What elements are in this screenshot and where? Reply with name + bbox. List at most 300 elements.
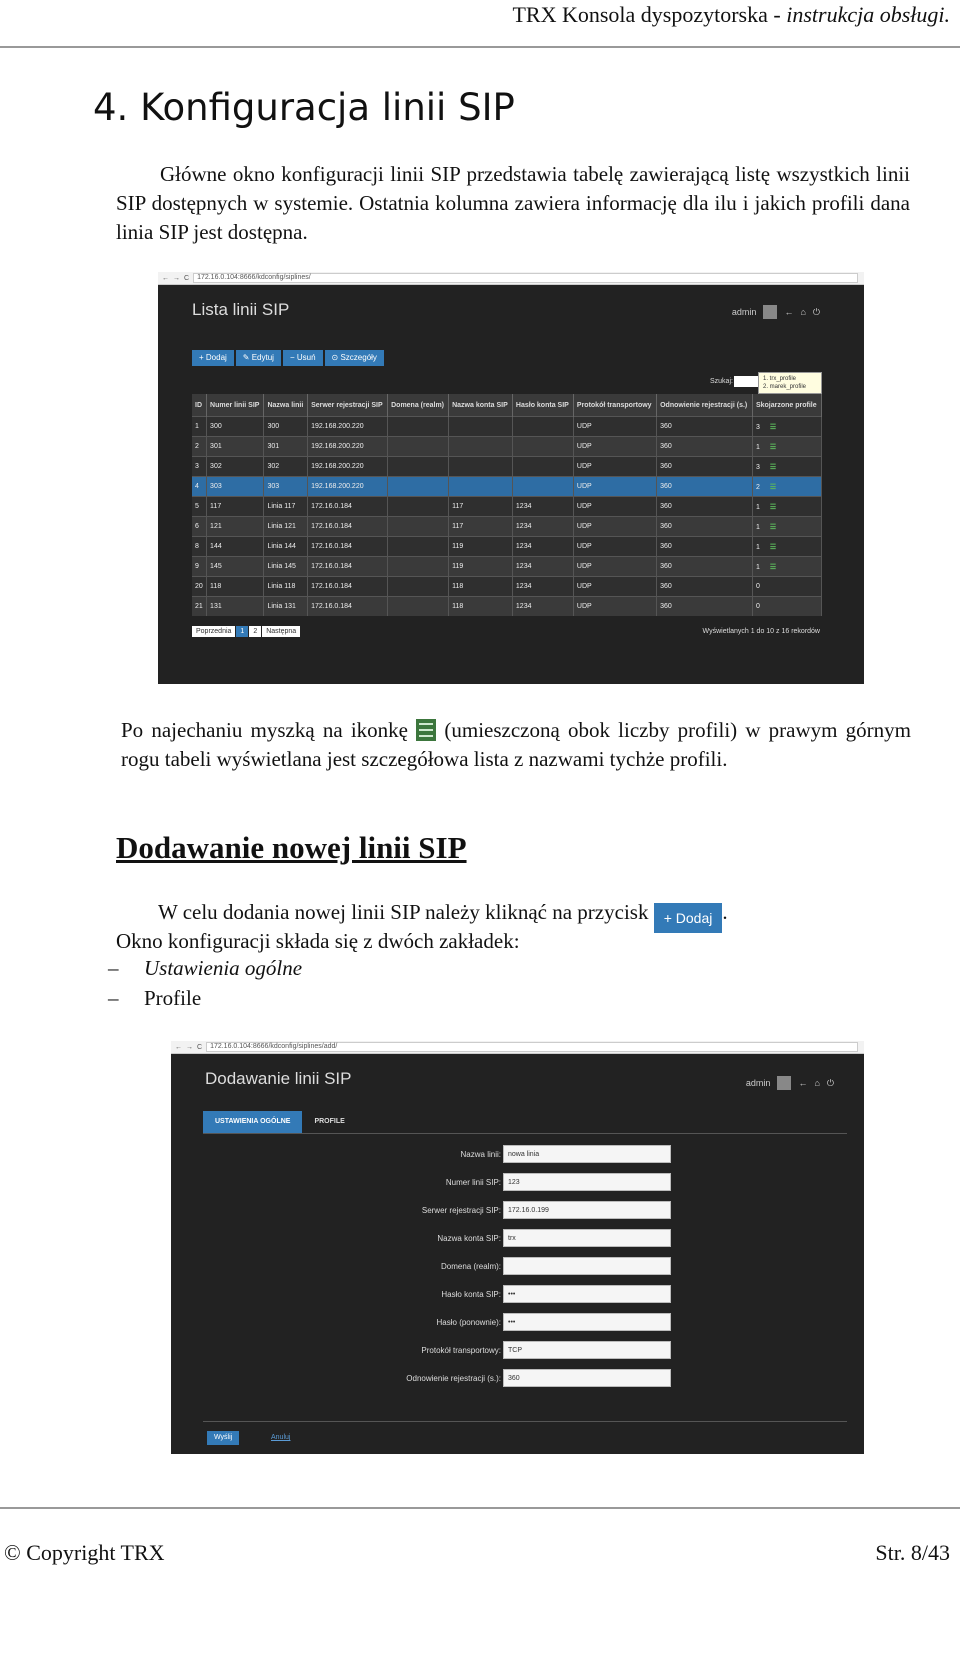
column-header[interactable]: Domena (realm) (388, 394, 449, 417)
table-cell (192, 557, 207, 577)
cell-text: 300 (267, 423, 280, 430)
cell-text: 301 (210, 443, 222, 450)
cell-text: UDP (576, 503, 592, 510)
list-item (108, 986, 202, 1011)
table-cell (308, 477, 388, 497)
table-row[interactable] (192, 417, 822, 437)
tab-general[interactable]: USTAWIENIA OGÓLNE (203, 1111, 302, 1133)
cell-text: 2 (195, 443, 199, 450)
page-1[interactable]: 1 (236, 626, 248, 637)
profiles-list-icon[interactable]: ☰ (769, 523, 777, 531)
table-cell (207, 537, 264, 557)
screenshot-add-line (171, 1041, 864, 1454)
table-cell (512, 437, 573, 457)
table-cell (207, 497, 264, 517)
cell-text: 6 (195, 523, 199, 530)
table-cell (192, 497, 207, 517)
cell-text: 360 (660, 443, 672, 450)
cell-text: 4 (195, 483, 199, 490)
profiles-list-icon[interactable]: ☰ (769, 563, 777, 571)
column-header[interactable]: Protokół transportowy (573, 394, 656, 417)
table-cell (264, 537, 308, 557)
table-cell (264, 417, 308, 437)
table-cell (449, 517, 513, 537)
cell-text: 118 (210, 583, 222, 590)
header-title: TRX Konsola dyspozytorska - (512, 2, 787, 27)
table-cell (308, 417, 388, 437)
cell-text: Linia 144 (267, 543, 296, 550)
field-label: Domena (realm): (440, 1262, 501, 1271)
table-cell (192, 477, 207, 497)
table-cell (449, 437, 513, 457)
table-cell (512, 597, 573, 617)
screen-title: Dodawanie linii SIP (205, 1069, 352, 1088)
field-label: Numer linii SIP: (445, 1178, 501, 1187)
header-title-italic: instrukcja obsługi. (786, 2, 950, 27)
column-header[interactable]: ID (192, 394, 207, 417)
cell-text: 1234 (515, 503, 532, 510)
table-cell (752, 597, 821, 617)
page-header (512, 2, 950, 28)
table-cell (752, 477, 821, 497)
cell-text: 303 (267, 483, 280, 490)
table-cell (308, 557, 388, 577)
footer-rule (0, 1507, 960, 1509)
field-label: Protokół transportowy: (421, 1346, 501, 1355)
table-cell (573, 437, 656, 457)
form-row (171, 1257, 864, 1277)
cell-text: UDP (576, 483, 592, 490)
edit-button[interactable]: ✎ Edytuj (236, 350, 281, 366)
cell-text: UDP (576, 543, 592, 550)
table-cell (192, 537, 207, 557)
table-row[interactable] (192, 557, 822, 577)
add-button[interactable]: + Dodaj (192, 350, 234, 366)
table-cell (657, 597, 753, 617)
table-row[interactable] (192, 577, 822, 597)
list-icon (416, 719, 436, 741)
table-cell (207, 477, 264, 497)
table-row[interactable] (192, 437, 822, 457)
table-cell (449, 457, 513, 477)
cell-text: 360 (660, 563, 672, 570)
profiles-list-icon[interactable]: ☰ (769, 443, 777, 451)
user-name: admin (745, 1078, 771, 1088)
cell-text: 121 (210, 523, 222, 530)
cell-text: 303 (210, 483, 222, 490)
cell-text: 117 (452, 523, 464, 530)
cell-text: 0 (755, 583, 760, 590)
cell-text: 21 (195, 603, 203, 610)
list-item-text: Ustawienia ogólne (144, 956, 303, 980)
table-cell (264, 517, 308, 537)
cell-text: 1234 (515, 543, 532, 550)
table-cell (573, 477, 656, 497)
cell-text: 1234 (515, 603, 532, 610)
table-cell (192, 517, 207, 537)
footer-page-number: Str. 8/43 (875, 1540, 950, 1565)
profiles-list-icon[interactable]: ☰ (769, 543, 777, 551)
field-input[interactable]: nowa linia (503, 1145, 671, 1163)
cell-text: 3 (755, 463, 760, 471)
cell-text: 117 (452, 503, 464, 510)
table-cell (752, 577, 821, 597)
cell-text: 172.16.0.184 (311, 563, 352, 570)
screen-title: Lista linii SIP (192, 300, 290, 319)
table-cell (308, 497, 388, 517)
table-cell (388, 597, 449, 617)
add-button-illustration: + Dodaj (654, 903, 723, 933)
table-cell (264, 597, 308, 617)
cell-text: 145 (210, 563, 222, 570)
field-label: Hasło (ponownie): (436, 1318, 501, 1327)
cell-text: 118 (452, 583, 464, 590)
cell-text: Linia 118 (267, 583, 296, 590)
records-info: Wyświetlanych 1 do 10 z 16 rekordów (702, 628, 820, 635)
table-cell (388, 517, 449, 537)
cell-text: 118 (452, 603, 464, 610)
table-cell (388, 477, 449, 497)
section-title: 4. Konfiguracja linii SIP (93, 86, 515, 129)
table-cell (207, 417, 264, 437)
details-button[interactable]: ⊙ Szczegóły (325, 350, 384, 366)
table-cell (752, 537, 821, 557)
cell-text: 172.16.0.184 (311, 503, 352, 510)
footer-copyright: © Copyright TRX (4, 1540, 165, 1565)
table-cell (192, 457, 207, 477)
column-header[interactable]: Nazwa linii (264, 394, 308, 417)
subsection-title: Dodawanie nowej linii SIP (116, 830, 467, 865)
delete-button[interactable]: − Usuń (283, 350, 323, 366)
table-cell (512, 477, 573, 497)
table-cell (752, 517, 821, 537)
table-cell (657, 557, 753, 577)
table-cell (207, 577, 264, 597)
table-cell (192, 417, 207, 437)
cell-text: 8 (195, 543, 199, 550)
cell-text: 117 (210, 503, 222, 510)
table-cell (512, 557, 573, 577)
cell-text: 360 (660, 423, 672, 430)
form-area (171, 1145, 864, 1395)
cell-text: 1 (755, 523, 760, 531)
table-cell (308, 597, 388, 617)
field-input[interactable]: trx (503, 1229, 671, 1247)
profiles-tooltip (758, 372, 822, 394)
cell-text: 302 (210, 463, 222, 470)
table-cell (512, 517, 573, 537)
form-row (171, 1369, 864, 1389)
table-cell (512, 497, 573, 517)
reload-icon: C (184, 274, 190, 282)
table-cell (207, 457, 264, 477)
address-bar: 172.16.0.104:8666/kdconfig/siplines/add/ (206, 1042, 858, 1052)
table-row[interactable] (192, 477, 822, 497)
table-row[interactable] (192, 457, 822, 477)
cell-text: 172.16.0.184 (311, 583, 352, 590)
cell-text: 360 (660, 463, 672, 470)
table-cell (573, 497, 656, 517)
cell-text: 302 (267, 463, 280, 470)
cell-text: UDP (576, 423, 592, 430)
table-cell (308, 517, 388, 537)
form-row (171, 1145, 864, 1165)
table-cell (192, 597, 207, 617)
table-cell (449, 417, 513, 437)
column-header[interactable]: Odnowienie rejestracji (s.) (657, 394, 753, 417)
cell-text: 119 (452, 563, 464, 570)
home-icon: ⌂ (814, 1078, 820, 1088)
cell-text: 1 (755, 543, 760, 551)
table-row[interactable] (192, 597, 822, 617)
field-input[interactable]: ••• (503, 1285, 671, 1303)
table-cell (512, 577, 573, 597)
table-cell (512, 417, 573, 437)
cell-text: Linia 131 (267, 603, 296, 610)
cell-text: 301 (267, 443, 280, 450)
tooltip-item: 1. trx_profile (763, 376, 797, 382)
add-text: W celu dodania nowej linii SIP należy kliknąć na przycisk (158, 900, 649, 924)
table-cell (388, 437, 449, 457)
prev-page[interactable]: Poprzednia (192, 626, 235, 637)
tooltip-item: 2. marek_profile (763, 384, 807, 390)
cancel-link[interactable]: Anuluj (271, 1434, 291, 1441)
table-cell (752, 457, 821, 477)
cell-text: 360 (660, 503, 672, 510)
table-cell (207, 557, 264, 577)
column-header[interactable]: Hasło konta SIP (512, 394, 573, 417)
sip-table (192, 394, 822, 616)
table-cell (449, 497, 513, 517)
table-cell (573, 537, 656, 557)
back-arrow-icon: ← (784, 307, 794, 317)
table-cell (449, 477, 513, 497)
cell-text: 2 (755, 483, 760, 491)
table-cell (192, 577, 207, 597)
table-cell (388, 497, 449, 517)
cell-text: 172.16.0.184 (311, 543, 352, 550)
table-cell (192, 437, 207, 457)
table-cell (573, 417, 656, 437)
table-cell (752, 437, 821, 457)
table-cell (573, 457, 656, 477)
table-cell (264, 557, 308, 577)
column-header[interactable]: Nazwa konta SIP (449, 394, 513, 417)
search-label: Szukaj: (710, 378, 733, 385)
hover-paragraph (121, 716, 911, 774)
cell-text: 360 (660, 603, 672, 610)
table-cell (388, 417, 449, 437)
profiles-list-icon[interactable]: ☰ (769, 463, 777, 471)
sip-table-wrap (192, 394, 822, 616)
back-icon: ← (175, 1043, 182, 1051)
cell-text: 1234 (515, 583, 532, 590)
table-cell (573, 517, 656, 537)
address-bar: 172.16.0.104:8666/kdconfig/siplines/ (193, 273, 858, 283)
cell-text: 360 (660, 583, 672, 590)
form-footer (203, 1421, 847, 1422)
avatar-icon (777, 1076, 791, 1090)
tab-profile[interactable]: PROFILE (314, 1118, 345, 1125)
cell-text: UDP (576, 563, 592, 570)
table-cell (449, 537, 513, 557)
column-header[interactable]: Serwer rejestracji SIP (308, 394, 388, 417)
table-cell (264, 477, 308, 497)
hover-text-b: (umieszczoną obok liczby profili) w prawym górnym rogu tabeli wyświetlana jest szczegółowa lista z nazwami tychże profili. (121, 718, 912, 771)
cell-text: 144 (210, 543, 222, 550)
cell-text: 9 (195, 563, 199, 570)
cell-text: 172.16.0.184 (311, 523, 352, 530)
forward-icon: → (173, 274, 180, 282)
table-cell (388, 537, 449, 557)
table-cell (657, 437, 753, 457)
field-input[interactable]: ••• (503, 1313, 671, 1331)
table-cell (308, 537, 388, 557)
cell-text: UDP (576, 443, 592, 450)
form-row (171, 1201, 864, 1221)
cell-text: 300 (210, 423, 222, 430)
form-row (171, 1229, 864, 1249)
power-icon: ⏻ (812, 306, 820, 317)
tabs (203, 1111, 847, 1134)
cell-text: 20 (195, 583, 203, 590)
cell-text: 360 (660, 523, 672, 530)
table-cell (388, 577, 449, 597)
table-cell (308, 577, 388, 597)
table-cell (308, 437, 388, 457)
form-row (171, 1341, 864, 1361)
reload-icon: C (197, 1043, 203, 1051)
cell-text: 172.16.0.184 (311, 603, 352, 610)
cell-text: 3 (755, 423, 760, 431)
table-cell (512, 537, 573, 557)
cell-text: 1234 (515, 563, 532, 570)
form-row (171, 1173, 864, 1193)
table-cell (657, 537, 753, 557)
cell-text: 5 (195, 503, 199, 510)
profiles-list-icon[interactable]: ☰ (769, 423, 777, 431)
field-label: Hasło konta SIP: (441, 1290, 501, 1299)
user-area (732, 305, 820, 319)
cell-text: 1 (755, 563, 760, 571)
cell-text: 192.168.200.220 (311, 483, 364, 490)
field-input[interactable]: 360 (503, 1369, 671, 1387)
table-row[interactable] (192, 497, 822, 517)
cell-text: 0 (755, 603, 760, 610)
table-cell (207, 597, 264, 617)
table-cell (657, 517, 753, 537)
table-cell (388, 457, 449, 477)
cell-text: 192.168.200.220 (311, 443, 364, 450)
profiles-list-icon[interactable]: ☰ (769, 503, 777, 511)
hover-text-a: Po najechaniu myszką na ikonkę (121, 718, 408, 742)
field-label: Odnowienie rejestracji (s.): (406, 1374, 501, 1383)
field-input[interactable]: 172.16.0.199 (503, 1201, 671, 1219)
profiles-list-icon[interactable]: ☰ (769, 483, 777, 491)
table-cell (657, 417, 753, 437)
column-header[interactable]: Numer linii SIP (207, 394, 264, 417)
table-cell (573, 597, 656, 617)
intro-paragraph: Główne okno konfiguracji linii SIP przedstawia tabelę zawierającą listę wszystkich linii SIP dostępnych w systemie. Ostatnia kolumna zawiera informację dla ilu i jakich profili dana linia SIP jest dostępna. (116, 162, 910, 244)
cell-text: 360 (660, 543, 672, 550)
table-cell (264, 457, 308, 477)
table-cell (449, 577, 513, 597)
submit-button[interactable]: Wyślij (207, 1431, 239, 1445)
table-cell (388, 557, 449, 577)
table-cell (752, 557, 821, 577)
user-area (746, 1076, 834, 1090)
table-cell (264, 437, 308, 457)
cell-text: 192.168.200.220 (311, 463, 364, 470)
cell-text: Linia 145 (267, 563, 296, 570)
field-label: Nazwa linii: (460, 1150, 501, 1159)
cell-text: Linia 121 (267, 523, 296, 530)
table-cell (752, 417, 821, 437)
power-icon: ⏻ (826, 1077, 834, 1088)
browser-bar (158, 272, 864, 285)
list-item-text: Profile (144, 986, 202, 1010)
next-page[interactable]: Następna (262, 626, 300, 637)
cell-text: 131 (210, 603, 222, 610)
table-row[interactable] (192, 537, 822, 557)
add-text-end: . (722, 900, 728, 924)
column-header[interactable]: Skojarzone profile (752, 394, 821, 417)
page-2[interactable]: 2 (249, 626, 261, 637)
tabs-paragraph: Okno konfiguracji składa się z dwóch zakładek: (116, 929, 520, 953)
table-cell (308, 457, 388, 477)
forward-icon: → (186, 1043, 193, 1051)
table-cell (207, 517, 264, 537)
cell-text: 360 (660, 483, 672, 490)
table-cell (573, 577, 656, 597)
table-cell (657, 577, 753, 597)
screenshot-sip-list (158, 272, 864, 684)
list-item (108, 956, 303, 981)
back-arrow-icon: ← (798, 1078, 808, 1088)
list-dash: – (108, 986, 119, 1010)
table-cell (573, 557, 656, 577)
table-cell (449, 557, 513, 577)
toolbar (192, 347, 386, 366)
form-row (171, 1313, 864, 1333)
table-cell (264, 577, 308, 597)
field-label: Serwer rejestracji SIP: (421, 1206, 501, 1215)
header-rule (0, 46, 960, 48)
cell-text: UDP (576, 583, 592, 590)
home-icon: ⌂ (800, 307, 806, 317)
table-cell (657, 497, 753, 517)
cell-text: 1 (755, 443, 760, 451)
table-cell (512, 457, 573, 477)
browser-bar (171, 1041, 864, 1054)
table-cell (657, 457, 753, 477)
list-dash: – (108, 956, 119, 980)
cell-text: 1234 (515, 523, 532, 530)
field-input[interactable]: TCP (503, 1341, 671, 1359)
cell-text: UDP (576, 603, 592, 610)
table-row[interactable] (192, 517, 822, 537)
cell-text: UDP (576, 463, 592, 470)
table-cell (752, 497, 821, 517)
field-input[interactable] (503, 1257, 671, 1275)
cell-text: UDP (576, 523, 592, 530)
cell-text: Linia 117 (267, 503, 296, 510)
cell-text: 192.168.200.220 (311, 423, 364, 430)
user-name: admin (731, 307, 757, 317)
back-icon: ← (162, 274, 169, 282)
field-input[interactable]: 123 (503, 1173, 671, 1191)
cell-text: 119 (452, 543, 464, 550)
